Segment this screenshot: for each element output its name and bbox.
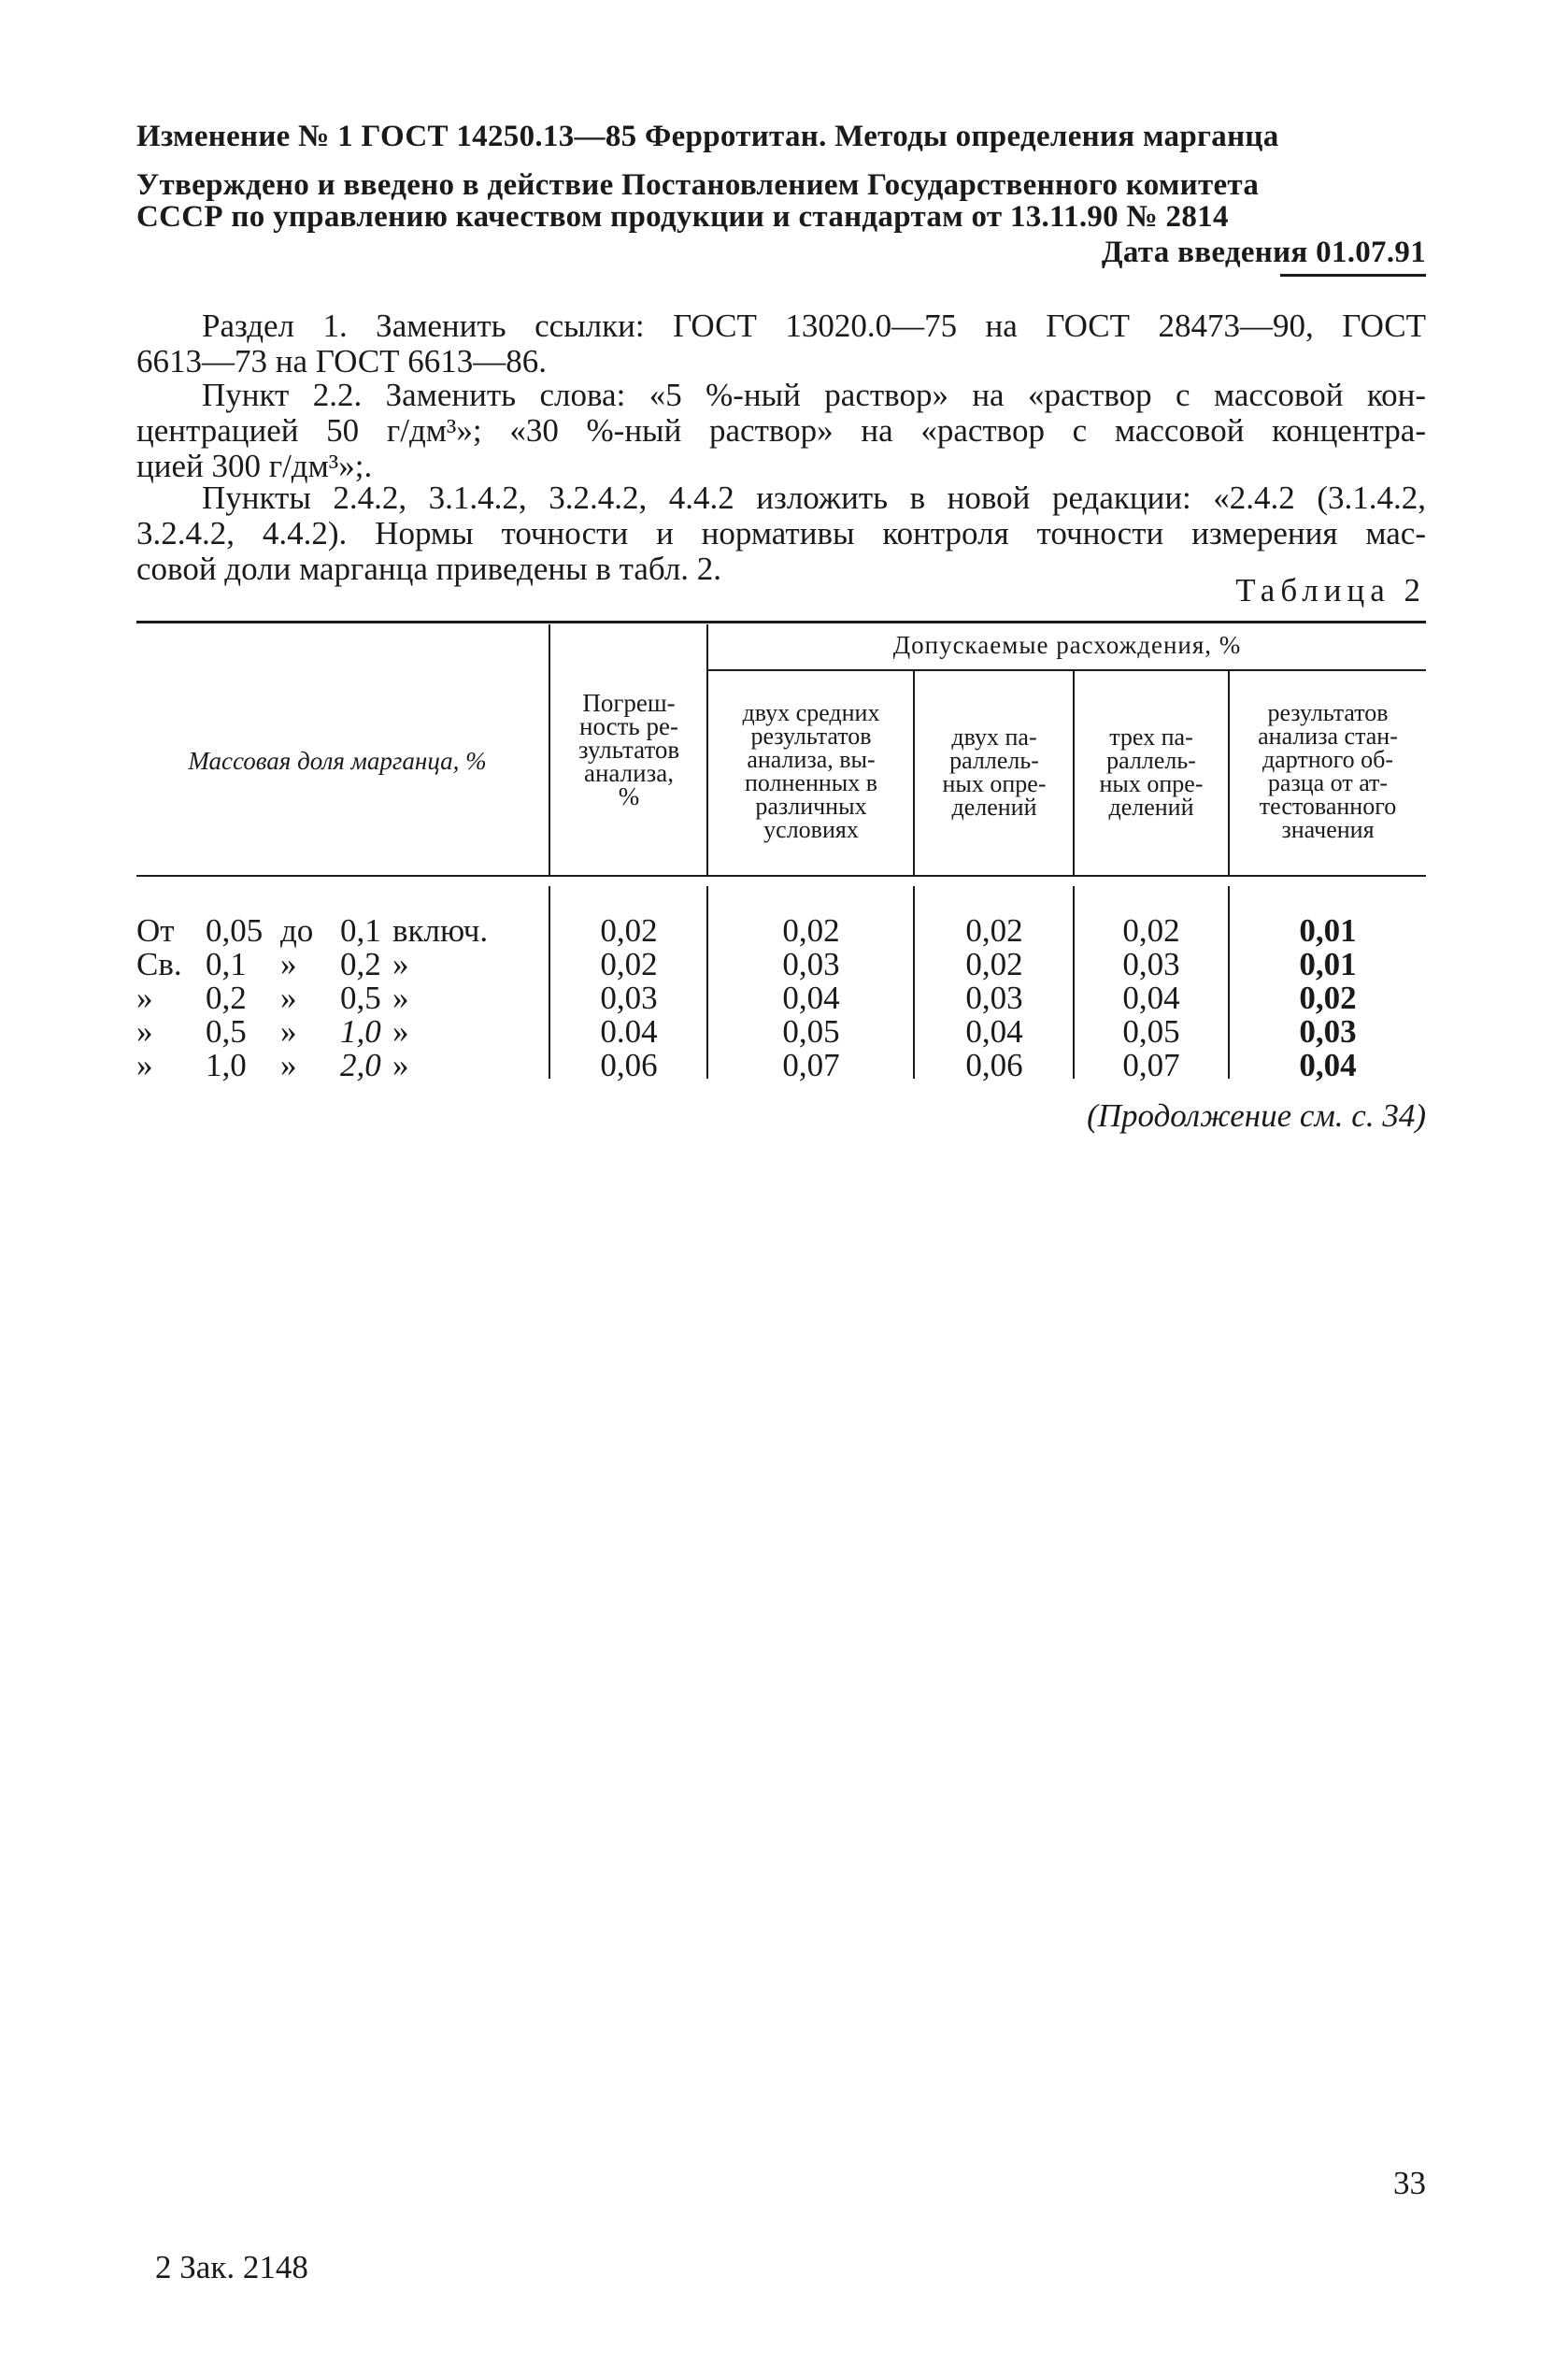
header-line: делений — [951, 794, 1037, 821]
para1-line: Раздел 1. Заменить ссылки: ГОСТ 13020.0—75 на ГОСТ 28473—90, ГОСТ — [202, 308, 1426, 344]
para2-line: цией 300 г/дм³»;. — [136, 448, 373, 484]
col-divider — [913, 886, 915, 1079]
page-number: 33 — [1393, 2165, 1426, 2201]
para2-line: центрацией 50 г/дм³»; «30 %-ный раствор» на «раствор с массовой концентра- — [136, 412, 1426, 449]
cell-three-parallel: 0,03 — [1122, 946, 1180, 982]
row-sep: » — [280, 980, 297, 1016]
cell-two-parallel: 0,02 — [965, 912, 1023, 949]
row-sep: » — [280, 1013, 297, 1050]
row-to: 0,1 — [340, 912, 381, 949]
cell-two-averages: 0,04 — [782, 980, 840, 1016]
group-header-rule — [707, 669, 1426, 671]
header-line: делений — [1108, 794, 1194, 821]
header-error-line: % — [618, 782, 640, 810]
cell-error: 0,02 — [600, 912, 658, 949]
cell-standard-sample: 0,01 — [1299, 912, 1357, 949]
row-from: 0,5 — [206, 1013, 247, 1050]
cell-standard-sample: 0,03 — [1299, 1013, 1357, 1050]
header-line: раллель- — [1106, 747, 1196, 774]
header-error — [551, 689, 706, 810]
paragraph-item-2-2 — [136, 378, 1426, 484]
cell-three-parallel: 0,07 — [1122, 1047, 1180, 1083]
cell-three-parallel: 0,02 — [1122, 912, 1180, 949]
header-two-averages — [709, 701, 913, 841]
cell-standard-sample: 0,04 — [1299, 1047, 1357, 1083]
header-line: ных опре- — [1099, 770, 1204, 797]
table-caption: Таблица 2 — [1235, 572, 1426, 609]
header-line: разца от ат- — [1267, 769, 1389, 796]
row-suffix: включ. — [392, 912, 489, 949]
cell-two-averages: 0,03 — [782, 946, 840, 982]
row-to: 0,5 — [340, 980, 381, 1016]
order-number: 2 Зак. 2148 — [155, 2249, 308, 2285]
header-line: тестованного — [1259, 793, 1397, 820]
header-line: полненных в — [744, 769, 878, 796]
header-line: результатов — [750, 723, 872, 750]
header-line: двух средних — [742, 699, 880, 726]
row-suffix: » — [392, 1047, 409, 1083]
date-underline — [1280, 274, 1426, 277]
col-divider — [913, 671, 915, 875]
para3-line: Пункты 2.4.2, 3.1.4.2, 3.2.4.2, 4.4.2 изложить в новой редакции: «2.4.2 (3.1.4.2, — [202, 480, 1426, 516]
row-suffix: » — [392, 946, 409, 982]
header-line: результатов — [1267, 699, 1389, 726]
col-divider — [706, 624, 708, 875]
row-from: 0,05 — [206, 912, 264, 949]
para2-line: Пункт 2.2. Заменить слова: «5 %-ный раствор» на «раствор с массовой кон- — [202, 377, 1426, 413]
row-prefix: » — [136, 1013, 153, 1050]
col-divider — [549, 886, 550, 1079]
cell-two-parallel: 0,02 — [965, 946, 1023, 982]
header-standard-sample — [1230, 701, 1426, 841]
header-line: двух па- — [951, 723, 1037, 751]
cell-error: 0,06 — [600, 1047, 658, 1083]
header-error-line: зультатов — [577, 736, 680, 764]
para3-line: совой доли марганца приведены в табл. 2. — [136, 551, 722, 587]
row-prefix: От — [136, 912, 175, 949]
header-line: значения — [1281, 816, 1375, 843]
row-sep: » — [280, 946, 297, 982]
cell-two-averages: 0,05 — [782, 1013, 840, 1050]
cell-two-averages: 0,07 — [782, 1047, 840, 1083]
header-line: ных опре- — [942, 770, 1047, 797]
header-line: различных — [755, 793, 867, 820]
cell-two-averages: 0,02 — [782, 912, 840, 949]
header-group-discrepancies: Допускаемые расхождения, % — [892, 631, 1242, 659]
header-two-parallel — [916, 725, 1073, 819]
approval-line-1: Утверждено и введено в действие Постановлением Государственного комитета — [136, 168, 1260, 202]
table-top-rule — [136, 621, 1426, 623]
col-divider — [549, 624, 550, 875]
row-to: 2,0 — [340, 1047, 381, 1083]
col-divider — [706, 886, 708, 1079]
cell-standard-sample: 0,02 — [1299, 980, 1357, 1016]
header-line: условиях — [763, 816, 859, 843]
row-from: 0,2 — [206, 980, 247, 1016]
row-suffix: » — [392, 1013, 409, 1050]
header-line: трех па- — [1109, 723, 1193, 751]
continuation-note: (Продолжение см. с. 34) — [1087, 1097, 1426, 1134]
header-three-parallel — [1075, 725, 1228, 819]
header-error-line: ность ре- — [579, 712, 678, 740]
cell-three-parallel: 0,04 — [1122, 980, 1180, 1016]
row-sep: » — [280, 1047, 297, 1083]
row-sep: до — [280, 912, 314, 949]
row-to: 0,2 — [340, 946, 381, 982]
row-from: 0,1 — [206, 946, 247, 982]
cell-error: 0,03 — [600, 980, 658, 1016]
paragraph-section-1 — [136, 308, 1426, 380]
cell-two-parallel: 0,06 — [965, 1047, 1023, 1083]
row-prefix: » — [136, 1047, 153, 1083]
header-line: анализа, вы- — [747, 746, 876, 773]
header-line: раллель- — [949, 747, 1039, 774]
doc-title: Изменение № 1 ГОСТ 14250.13—85 Ферротитан. Методы определения марганца — [136, 120, 1279, 153]
header-error-line: Погреш- — [582, 689, 676, 717]
approval-line-2: СССР по управлению качеством продукции и стандартам от 13.11.90 № 2814 — [136, 200, 1229, 234]
effective-date: Дата введения 01.07.91 — [1101, 236, 1426, 269]
cell-standard-sample: 0,01 — [1299, 946, 1357, 982]
cell-three-parallel: 0,05 — [1122, 1013, 1180, 1050]
row-from: 1,0 — [206, 1047, 247, 1083]
header-mass-fraction: Массовая доля марганца, % — [188, 747, 487, 775]
header-line: анализа стан- — [1258, 723, 1398, 750]
para3-line: 3.2.4.2, 4.4.2). Нормы точности и нормативы контроля точности измерения мас- — [136, 515, 1426, 551]
row-prefix: » — [136, 980, 153, 1016]
header-line: дартного об- — [1262, 746, 1394, 773]
cell-two-parallel: 0,03 — [965, 980, 1023, 1016]
row-suffix: » — [392, 980, 409, 1016]
header-bottom-rule — [136, 875, 1426, 877]
row-prefix: Св. — [136, 946, 182, 982]
header-error-line: анализа, — [584, 759, 674, 787]
cell-two-parallel: 0,04 — [965, 1013, 1023, 1050]
cell-error: 0.04 — [600, 1013, 658, 1050]
cell-error: 0,02 — [600, 946, 658, 982]
paragraph-items-edit — [136, 480, 1426, 587]
row-to: 1,0 — [340, 1013, 381, 1050]
para1-line: 6613—73 на ГОСТ 6613—86. — [136, 343, 548, 380]
